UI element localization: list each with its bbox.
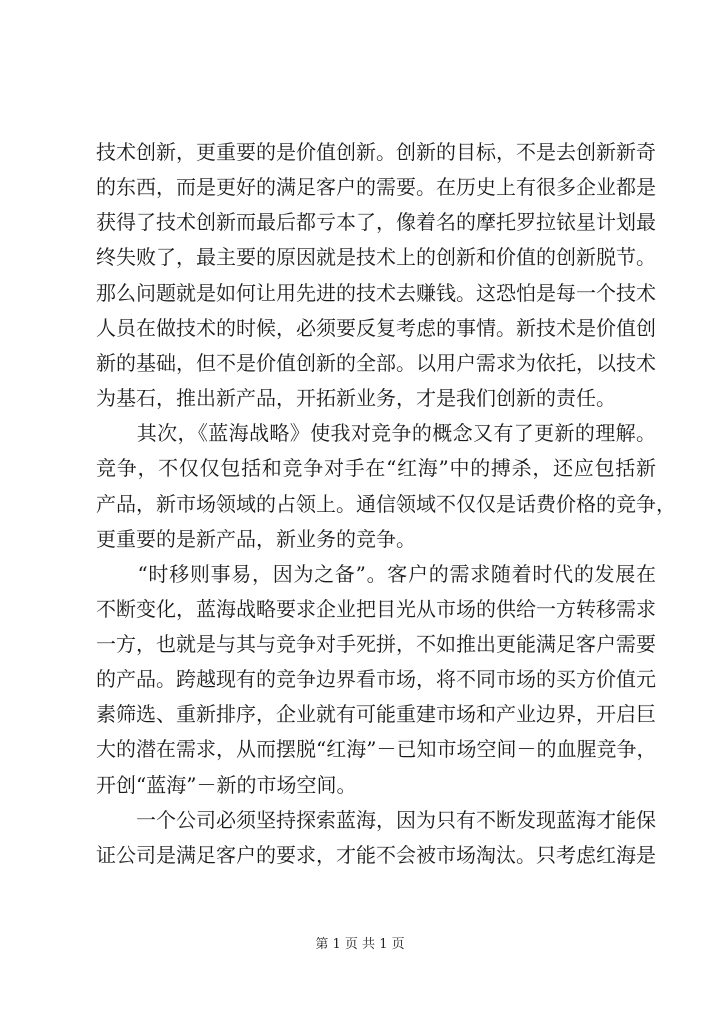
text-line: 不断变化，蓝海战略要求企业把目光从市场的供给一方转移需求 bbox=[96, 597, 656, 621]
text-line: 新的基础，但不是价值创新的全部。以用户需求为依托，以技术 bbox=[96, 351, 656, 375]
text-line: 一个公司必须坚持探索蓝海，因为只有不断发现蓝海才能保 bbox=[96, 808, 656, 832]
page-number-footer: 第 1 页 共 1 页 bbox=[315, 937, 405, 952]
text-line: 的东西，而是更好的满足客户的需要。在历史上有很多企业都是 bbox=[96, 175, 656, 199]
text-line: 一方，也就是与其与竞争对手死拼，不如推出更能满足客户需要 bbox=[96, 632, 656, 656]
text-line: 产品，新市场领域的占领上。通信领域不仅仅是话费价格的竞争， bbox=[96, 492, 676, 516]
text-line: 技术创新，更重要的是价值创新。创新的目标，不是去创新新奇 bbox=[96, 140, 656, 164]
text-line: 竞争，不仅仅包括和竞争对手在“红海”中的搏杀，还应包括新 bbox=[96, 456, 656, 480]
text-line: 证公司是满足客户的要求，才能不会被市场淘汰。只考虑红海是 bbox=[96, 843, 656, 867]
text-line: 其次，《蓝海战略》使我对竞争的概念又有了更新的理解。 bbox=[96, 421, 656, 445]
text-line: “时移则事易，因为之备”。客户的需求随着时代的发展在 bbox=[96, 562, 656, 586]
text-line: 获得了技术创新而最后都亏本了，像着名的摩托罗拉铱星计划最 bbox=[96, 210, 656, 234]
text-line: 开创“蓝海”－新的市场空间。 bbox=[96, 773, 357, 797]
text-line: 终失败了，最主要的原因就是技术上的创新和价值的创新脱节。 bbox=[96, 245, 656, 269]
text-line: 更重要的是新产品，新业务的竞争。 bbox=[96, 527, 416, 551]
text-line: 人员在做技术的时候，必须要反复考虑的事情。新技术是价值创 bbox=[96, 316, 656, 340]
text-line: 的产品。跨越现有的竞争边界看市场，将不同市场的买方价值元 bbox=[96, 667, 656, 691]
text-line: 大的潜在需求，从而摆脱“红海”－已知市场空间－的血腥竞争， bbox=[96, 737, 657, 761]
text-line: 那么问题就是如何让用先进的技术去赚钱。这恐怕是每一个技术 bbox=[96, 281, 656, 305]
text-line: 为基石，推出新产品，开拓新业务，才是我们创新的责任。 bbox=[96, 386, 616, 410]
text-line: 素筛选、重新排序，企业就有可能重建市场和产业边界，开启巨 bbox=[96, 702, 656, 726]
